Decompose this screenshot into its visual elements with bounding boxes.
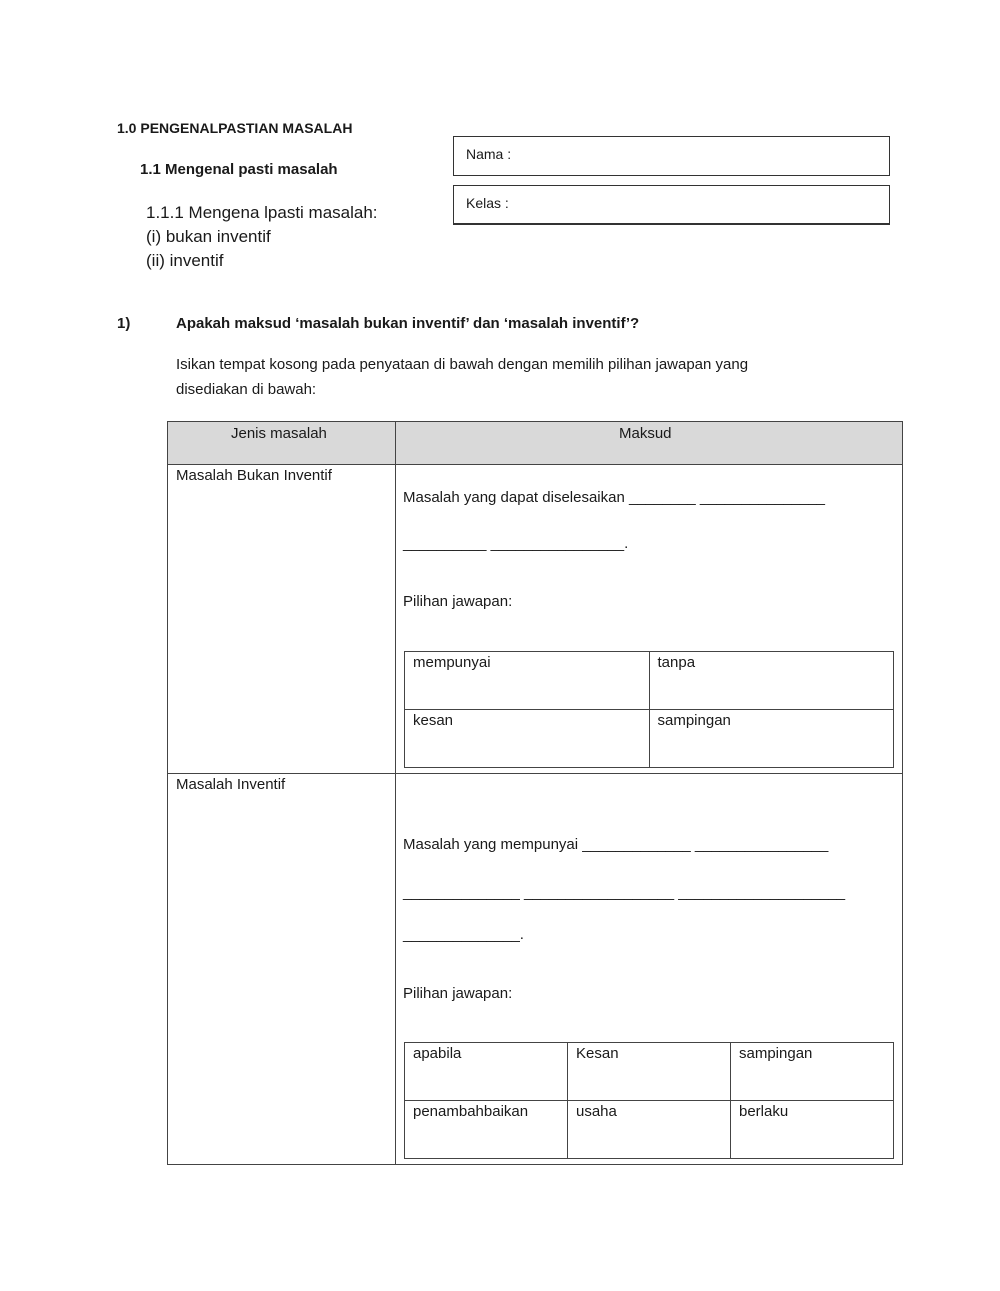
header-divider <box>168 464 902 465</box>
header-maksud: Maksud <box>619 425 672 442</box>
row-type-inventif: Masalah Inventif <box>176 776 286 793</box>
choice-sampingan-2[interactable]: sampingan <box>731 1043 894 1101</box>
item-bukan-inventif: (i) bukan inventif <box>146 227 271 246</box>
row2-sentence-line-2: ______________ __________________ ____________________ <box>403 884 846 901</box>
subsection-title: 1.1 Mengenal pasti masalah <box>140 161 338 178</box>
row2-choices-label: Pilihan jawapan: <box>403 985 513 1002</box>
row1-choices-label: Pilihan jawapan: <box>403 593 513 610</box>
main-table <box>167 421 903 1165</box>
name-field[interactable] <box>453 136 890 176</box>
choice-tanpa[interactable]: tanpa <box>649 652 894 710</box>
row2-sentence-line-1: Masalah yang mempunyai _____________ ________________ <box>403 836 829 853</box>
row2-sentence-line-3: ______________. <box>403 926 524 943</box>
class-field[interactable] <box>453 185 890 225</box>
row1-sentence-line-2: __________ ________________. <box>403 535 629 552</box>
choice-mempunyai[interactable]: mempunyai <box>405 652 650 710</box>
row-divider <box>168 773 902 774</box>
row-type-bukan-inventif: Masalah Bukan Inventif <box>176 467 332 484</box>
choice-kesan[interactable]: kesan <box>405 710 650 768</box>
choice-usaha[interactable]: usaha <box>568 1101 731 1159</box>
class-label: Kelas : <box>466 195 509 211</box>
item-inventif: (ii) inventif <box>146 251 224 270</box>
choice-sampingan[interactable]: sampingan <box>649 710 894 768</box>
row1-sentence-line-1: Masalah yang dapat diselesaikan ________ _______________ <box>403 489 826 506</box>
subsubsection-title: 1.1.1 Mengena lpasti masalah: <box>146 203 378 222</box>
choice-penambahbaikan[interactable]: penambahbaikan <box>405 1101 568 1159</box>
row1-choices-table <box>404 651 894 768</box>
choice-kesan-2[interactable]: Kesan <box>568 1043 731 1101</box>
question-text: Apakah maksud ‘masalah bukan inventif’ dan ‘masalah inventif’? <box>176 315 640 332</box>
question-number: 1) <box>117 315 131 332</box>
section-title: 1.0 PENGENALPASTIAN MASALAH <box>117 120 353 136</box>
name-label: Nama : <box>466 146 512 162</box>
instruction-line-2: disediakan di bawah: <box>176 381 317 398</box>
choice-apabila[interactable]: apabila <box>405 1043 568 1101</box>
instruction-line-1: Isikan tempat kosong pada penyataan di bawah dengan memilih pilihan jawapan yang <box>176 356 749 373</box>
header-jenis-masalah: Jenis masalah <box>231 425 327 442</box>
row2-choices-table <box>404 1042 894 1159</box>
choice-berlaku[interactable]: berlaku <box>731 1101 894 1159</box>
column-divider <box>395 422 396 1164</box>
